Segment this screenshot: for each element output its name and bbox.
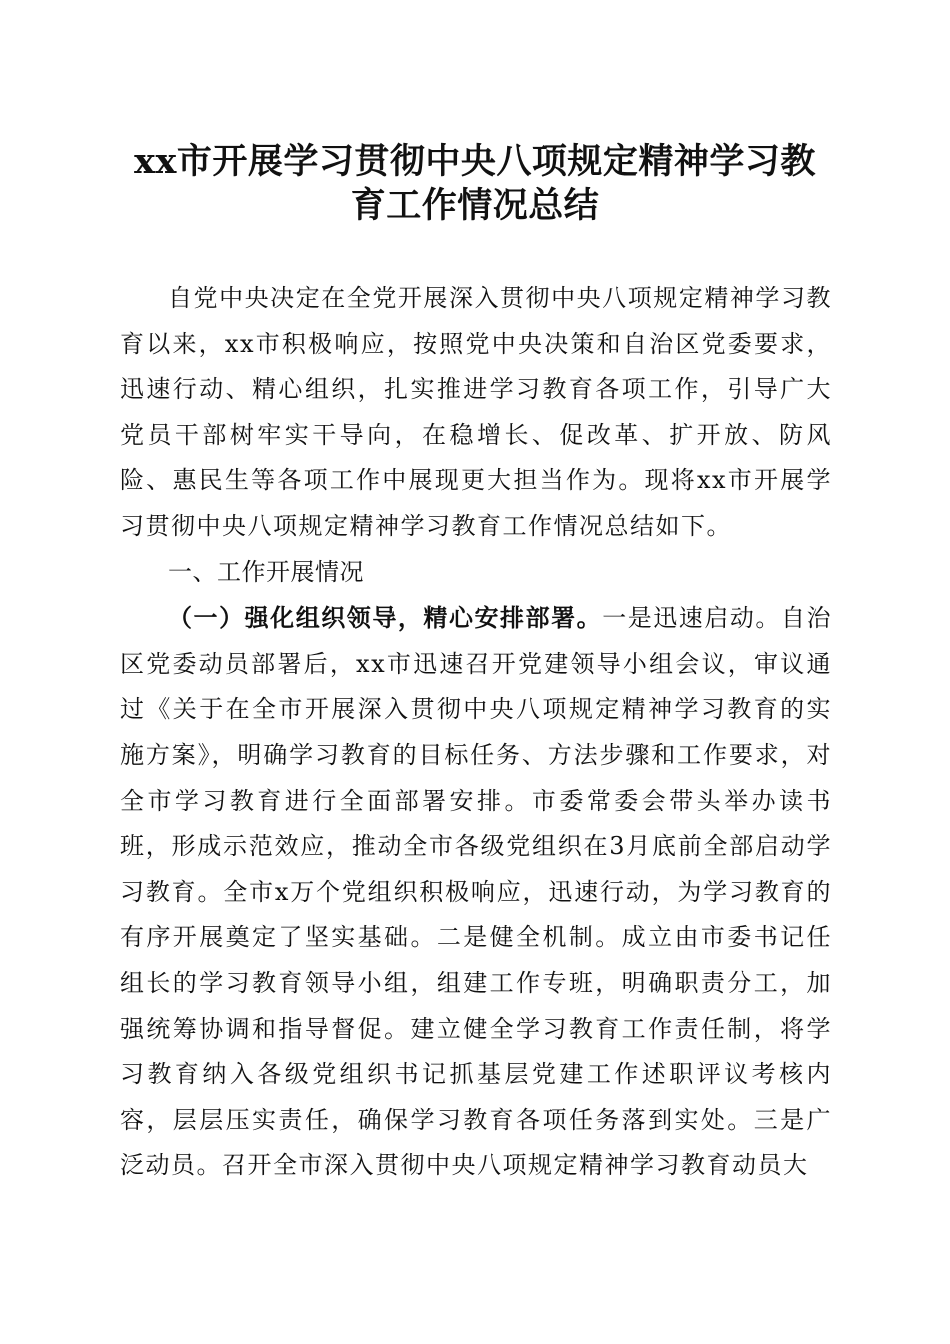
paragraph-lead-sentence: （一）强化组织领导，精心安排部署。: [168, 603, 603, 633]
document-title-line-1: xx市开展学习贯彻中央八项规定精神学习教: [134, 141, 816, 182]
document-title-line-2: 育工作情况总结: [350, 185, 600, 226]
section-1-paragraph-1: [120, 595, 832, 1189]
paragraph-body-text: 一是迅速启动。自治区党委动员部署后，xx市迅速召开党建领导小组会议，审议通过《关于在全市开展深入贯彻中央八项规定精神学习教育的实施方案》，明确学习教育的目标任务、方法步骤和工作要求，对全市学习教育进行全面部署安排。市委常委会带头举办读书班，形成示范效应，推动全市各级党组织在3月底前全部启动学习教育。全市x万个党组织积极响应，迅速行动，为学习教育的有序开展奠定了坚实基础。二是健全机制。成立由市委书记任组长的学习教育领导小组，组建工作专班，明确职责分工，加强统筹协调和指导督促。建立健全学习教育工作责任制，将学习教育纳入各级党组织书记抓基层党建工作述职评议考核内容，层层压实责任，确保学习教育各项任务落到实处。三是广泛动员。召开全市深入贯彻中央八项规定精神学习教育动员大: [120, 604, 833, 1180]
intro-paragraph: 自党中央决定在全党开展深入贯彻中央八项规定精神学习教育以来，xx市积极响应，按照党中央决策和自治区党委要求，迅速行动、精心组织，扎实推进学习教育各项工作，引导广大党员干部树牢实干导向，在稳增长、促改革、扩开放、防风险、惠民生等各项工作中展现更大担当作为。现将xx市开展学习贯彻中央八项规定精神学习教育工作情况总结如下。: [120, 284, 832, 540]
section-heading-1: 一、工作开展情况: [168, 557, 364, 586]
document-body: [120, 276, 832, 1189]
